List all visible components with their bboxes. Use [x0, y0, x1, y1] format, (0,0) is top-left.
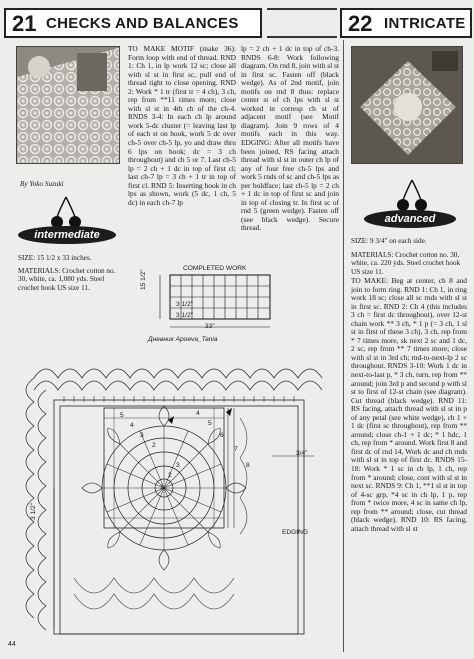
page-number: 44 — [8, 641, 16, 648]
pattern-number-22: 22 — [348, 11, 373, 36]
watermark: Дневник Ароеva_Tania — [148, 336, 218, 343]
round-number: 4 — [130, 422, 134, 429]
pattern-number-21: 21 — [12, 11, 37, 36]
size-text: SIZE: 15 1/2 x 33 inches. — [18, 254, 92, 262]
crochet-chart — [14, 338, 344, 638]
right-header — [340, 8, 472, 38]
round-number: 4 — [196, 410, 200, 417]
dim-label-vertical: 3 1/2" — [30, 502, 37, 520]
round-number: 3 — [176, 462, 180, 469]
dim-motif-label: 3 1/2" — [176, 312, 194, 319]
instructions-column-right: TO MAKE: Beg at center, ch 8 and join to form ring. RND 1: Ch 1, in ring work 18 sc; close all sc rnds with sl st in first sc. RND 2: Ch 4 (this includes 3 ch = first dc throughout), over 12-st chain work ** 3 ch, * 1 p (= 3 ch, 1 sl st in first of these 3 ch), 3 ch, rep from * 7 times more, sk next 2 sc and 1 dc, 2 sc, rep from ** 7 times more; close with sl st in 3rd ch; rnd-to-next-lp 2 sc throughout. RNDS 3-10: Work 1 dc in next-to-last p, * 3 ch, turn, rep from ** around; join 3rd p and second p with sl st to first of 12-st chain (see diagram). Cut thread (black wedge). RND 11: RS facing, attach thread with sl st in p of any petal (see white wedge), ch 1 + 1 dc (first sc throughout), rep from ** around; close ch-1 + 1 dc; * 1 hdc, 1 ch, rep from * around. Work first 8 and first dc of rnd 14, Work dc and ch rnds with sl st in top of first dc. RNDS 15-18: Work * 1 sc in ch lp, 1 ch, rep from * around; close, cont with sl st in next sc. RNDS 9: Ch 1, **1 sl st in top of 4-sc grp, *4 sc in ch lp, 1 p, rep from * twice more, 4 sc in same ch lp, rep from ** around; close, cut thread (black wedge). RND 10: RS facing, attach thread with sl st — [351, 277, 467, 533]
completed-work-label: COMPLETED WORK — [183, 265, 247, 272]
instructions-column-1: TO MAKE MOTIF (make 36): Form loop with end of thread. RND 1: Ch 1, in lp work 12 sc; close all with sl st in first sc, pull end of thread tight to close opening. RND 2: Work * 1 tr (first tr = 4 ch), 3 ch, rep from **11 times more; close with sl st in 4th ch of the ch-4. RNDS 3-4: In each ch lp around work 5-dc cluster (= leaving last lp of each st on hook, work 5 dc over ch-5 over ch-5 lp, yo and draw thru 6 lps on hook; dc = 3 ch throughout) and ch 5 or 7. Last ch-5 lp = 2 ch + 1 dc in top of first cl; last ch-7 lp = 3 ch + 1 tr in top of first cl. RND 5: Inserting hook in ch lps as shown, work (5 dc, 1 ch, 5 dc) in each ch-7 lp — [128, 45, 236, 207]
level-badge: intermediate — [18, 226, 116, 244]
edging-label: EDGING — [282, 529, 309, 536]
pattern-title-intricate: INTRICATE — [384, 15, 466, 32]
materials-text: MATERIALS: Crochet cotton no. 30, white, ca. 1,080 yds. Steel crochet hook US size 11. — [18, 267, 116, 292]
round-number: 1 — [160, 484, 164, 491]
level-badge: advanced — [364, 210, 456, 228]
instructions-column-2: lp = 2 ch + 1 dc in top of ch-3. RNDS 6-8: Work following diagram. On rnd 8, join with sl st in first sc. Fasten off (black wedge). As of 2nd motif, join motifs on rnd 8 thus: replace center st of ch lps with sl st worked in corresp ch st of adjacent motif (see Motif diagram). Join 9 rows of 4 motifs each in this way. EDGING: After all motifs have been joined, RS facing attach thread with sl st in outer ch lp of any of four free ch-5 lps and work 5 rnds of sc and ch-5 lps as per boldface; last ch-5 lp = 2 ch + 1 dc in top of first sc and join in top of closing tr. In first sc of rnd 5 (green wedge). Fasten off (see black wedge). Secure thread. — [241, 45, 339, 233]
round-number: 5 — [208, 420, 212, 427]
dim-width-label: 15 1/2" — [140, 269, 147, 290]
round-number: 2 — [168, 472, 172, 479]
round-number: 7 — [234, 446, 238, 453]
round-number: 2 — [152, 442, 156, 449]
left-header — [4, 8, 262, 38]
photo-credit: By Yoko Suzuki — [20, 180, 64, 188]
cherry-icon — [46, 195, 86, 229]
header-divider — [267, 8, 337, 10]
header-divider — [267, 36, 337, 38]
size-text: SIZE: 9 3/4" on each side. — [351, 237, 427, 245]
round-number: 6 — [220, 432, 224, 439]
round-number: 5 — [120, 412, 124, 419]
materials-text: MATERIALS: Crochet cotton no. 30, white, ca. 220 yds. Steel crochet hook US size 11. — [351, 251, 461, 276]
round-number: 3 — [140, 432, 144, 439]
dim-label-edging: 3/4" — [296, 450, 308, 457]
round-number: 8 — [246, 462, 250, 469]
doily-photo — [351, 46, 463, 164]
dim-length-label: 33" — [205, 323, 215, 330]
cherry-icon — [392, 178, 432, 212]
dim-motif-label: 3 1/2" — [176, 301, 194, 308]
pattern-title-checks: CHECKS AND BALANCES — [46, 15, 239, 32]
tablecloth-photo — [16, 46, 120, 164]
